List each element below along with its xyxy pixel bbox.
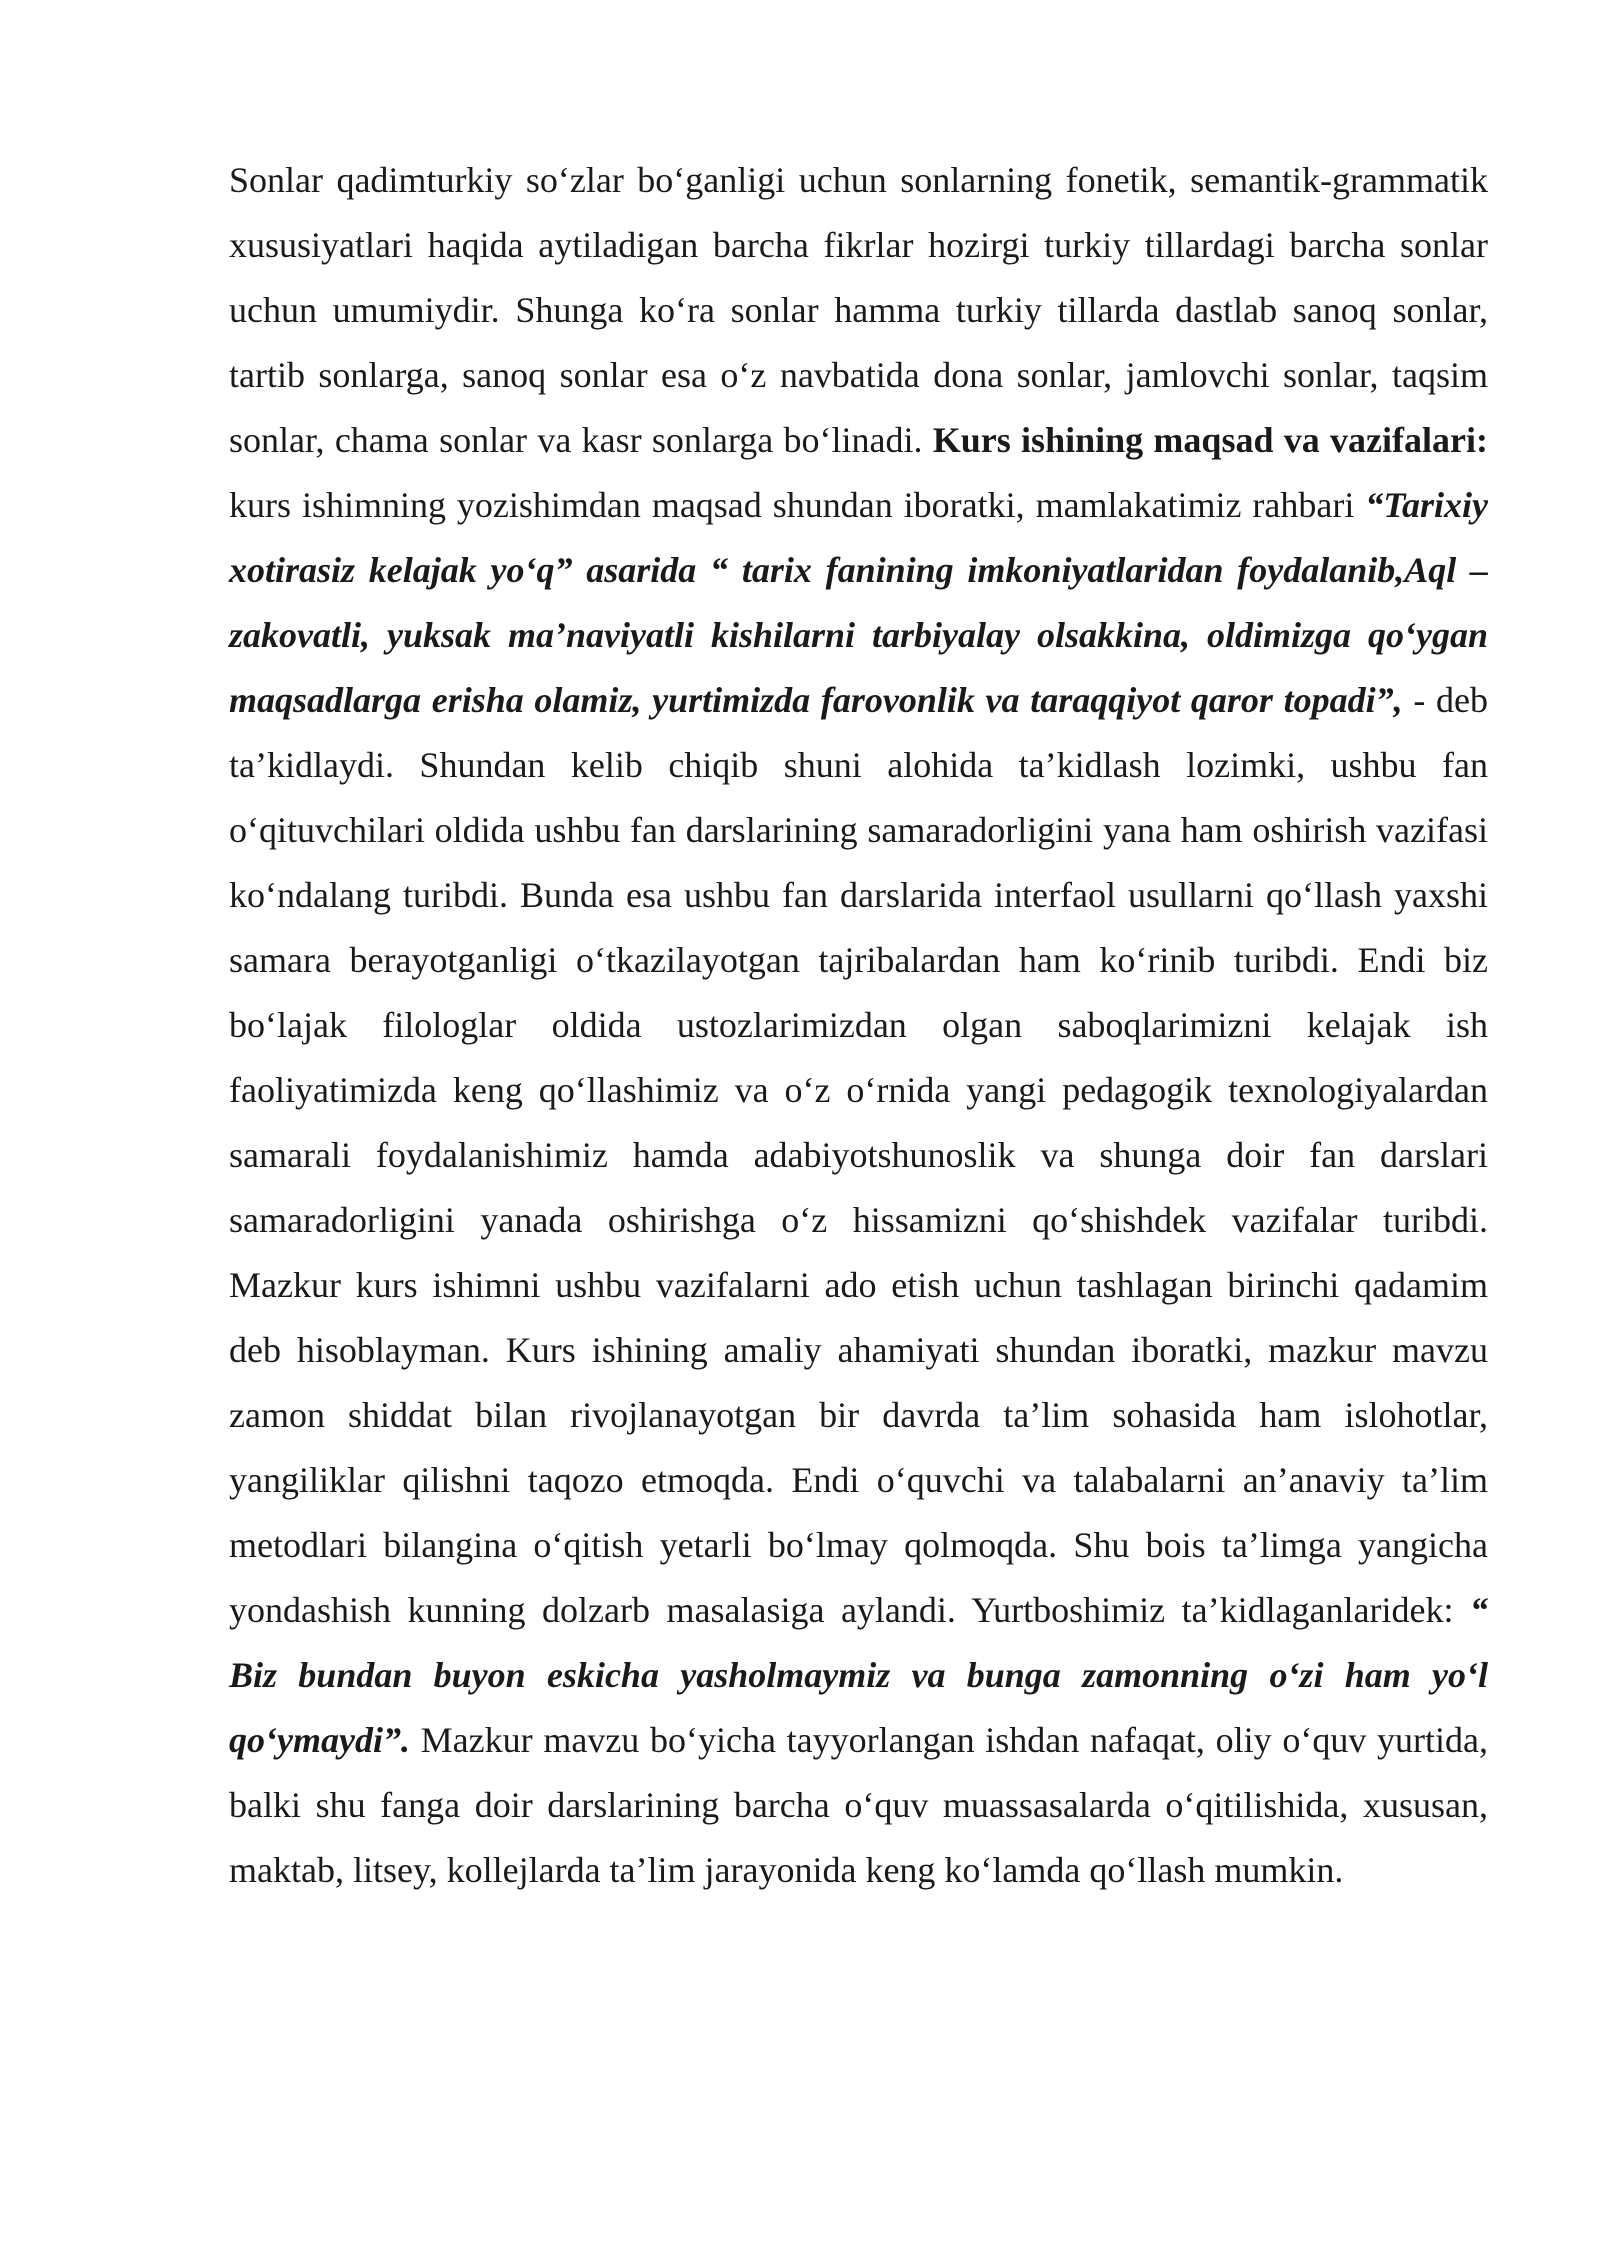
leader-quote: “ Biz bundan buyon eskicha yasholmaymiz va bunga zamonning o‘zi ham yo‘l qo‘ymaydi”. bbox=[229, 1590, 1488, 1760]
paragraph-closing-text: Mazkur mavzu bo‘yicha tayyorlangan ishdan nafaqat, oliy o‘quv yurtida, balki shu fanga doir darslarining barcha o‘quv muassasalarda o‘qitilishida, xususan, maktab, litsey, kollejlarda ta’lim jarayonida keng ko‘lamda qo‘llash mumkin. bbox=[229, 1720, 1489, 1890]
paragraph-purpose-text: kurs ishimning yozishimdan maqsad shundan iboratki, mamlakatimiz rahbari bbox=[229, 485, 1355, 525]
paragraph-intro-text: Sonlar qadimturkiy so‘zlar bo‘ganligi uchun sonlarning fonetik, semantik-grammatik xususiyatlari haqida aytiladigan barcha fikrlar hozirgi turkiy tillardagi barcha sonlar uchun umumiydir. Shunga ko‘ra sonlar hamma turkiy tillarda dastlab sanoq sonlar, tartib sonlarga, sanoq sonlar esa o‘z navbatida dona sonlar, jamlovchi sonlar, taqsim sonlar, chama sonlar va kasr sonlarga bo‘linadi. bbox=[229, 160, 1488, 460]
paragraph-main-text: - deb ta’kidlaydi. Shundan kelib chiqib shuni alohida ta’kidlash lozimki, ushbu fan o‘qituvchilari oldida ushbu fan darslarining samaradorligini yana ham oshirish vazifasi ko‘ndalang turibdi. Bunda esa ushbu fan darslarida interfaol usullarni qo‘llash yaxshi samara berayotganligi o‘tkazilayotgan tajribalardan ham ko‘rinib turibdi. Endi biz bo‘lajak filologlar oldida ustozlarimizdan olgan saboqlarimizni kelajak ish faoliyatimizda keng qo‘llashimiz va o‘z o‘rnida yangi pedagogik texnologiyalardan samarali foydalanishimiz hamda adabiyotshunoslik va shunga doir fan darslari samaradorligini yanada oshirishga o‘z hissamizni qo‘shishdek vazifalar turibdi. Mazkur kurs ishimni ushbu vazifalarni ado etish uchun tashlagan birinchi qadamim deb hisoblayman. Kurs ishining amaliy ahamiyati shundan iboratki, mazkur mavzu zamon shiddat bilan rivojlanayotgan bir davrda ta’lim sohasida ham islohotlar, yangiliklar qilishni taqozo etmoqda. Endi o‘quvchi va talabalarni an’anaviy ta’lim metodlari bilangina o‘qitish yetarli bo‘lmay qolmoqda. Shu bois ta’limga yangicha yondashish kunning dolzarb masalasiga aylandi. Yurtboshimiz ta’kidlaganlaridek: bbox=[229, 680, 1489, 1630]
president-quote: “Tarixiy xotirasiz kelajak yo‘q” asarida “ tarix fanining imkoniyatlaridan foydalanib,Aql – zakovatli, yuksak ma’naviyatli kishilarni tarbiyalay olsakkina, oldimizga qo‘ygan maqsadlarga erisha olamiz, yurtimizda farovonlik va taraqqiyot qaror topadi”, bbox=[229, 485, 1489, 720]
section-heading-inline: Kurs ishining maqsad va vazifalari: bbox=[932, 420, 1488, 460]
body-paragraph bbox=[229, 148, 1488, 1903]
